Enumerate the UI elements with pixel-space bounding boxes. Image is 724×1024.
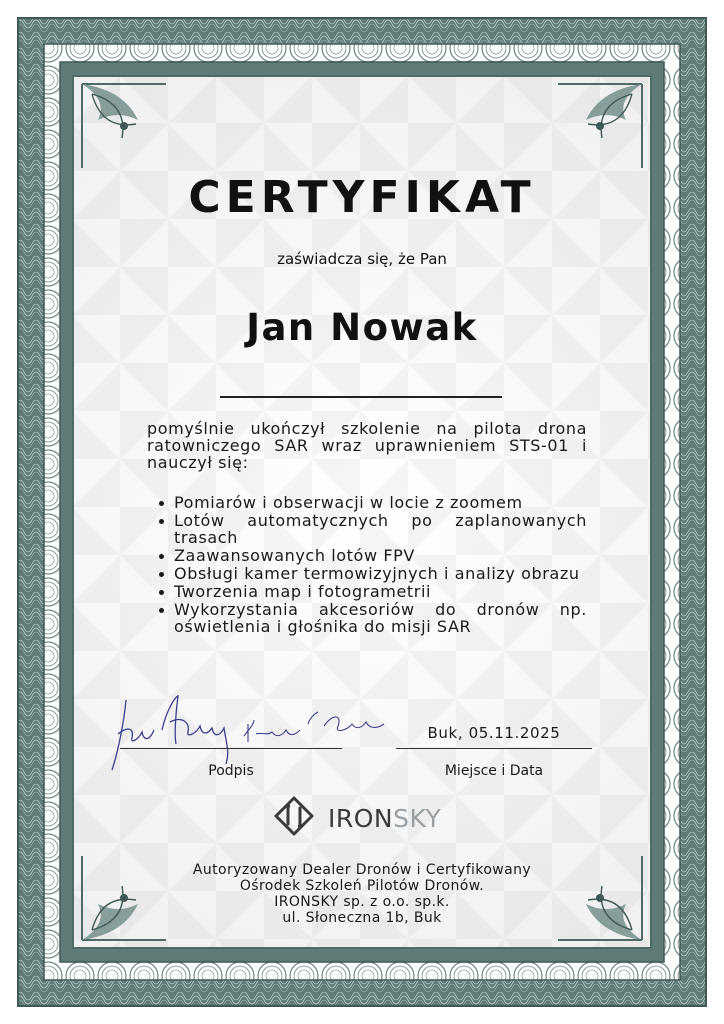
certificate-title: CERTYFIKAT: [188, 172, 536, 223]
footer-line: IRONSKY sp. z o.o. sp.k.: [274, 894, 450, 910]
certificate-intro-text: pomyślnie ukończył szkolenie na pilota drona ratowniczego SAR wraz uprawnieniem STS-01 i nauczył się:: [147, 419, 587, 472]
ironsky-logo-wordmark: [328, 804, 441, 833]
footer-line: ul. Słoneczna 1b, Buk: [282, 910, 442, 926]
skill-item: Wykorzystania akcesoriów do dronów np. oświetlenia i głośnika do misji SAR: [147, 601, 587, 635]
name-underline: [220, 396, 502, 398]
logo-part-sky: SKY: [393, 804, 442, 833]
place-date-value: Buk, 05.11.2025: [427, 724, 561, 742]
recipient-name: Jan Nowak: [246, 306, 478, 349]
signature-line: [120, 748, 342, 749]
signature-label: Podpis: [208, 763, 254, 779]
skill-item: Zaawansowanych lotów FPV: [147, 547, 587, 564]
place-date-label: Miejsce i Data: [444, 763, 544, 779]
corner-ornament-top-left-icon: [78, 80, 170, 172]
skill-item: Pomiarów i obserwacji w locie z zoomem: [147, 494, 587, 511]
skill-item: Tworzenia map i fotogrametrii: [147, 583, 587, 600]
certificate-subtitle: zaświadcza się, że Pan: [277, 250, 447, 268]
logo-part-iron: IRON: [328, 804, 394, 833]
skills-list: [147, 494, 587, 636]
corner-ornament-top-right-icon: [554, 80, 646, 172]
company-footer: [0, 862, 724, 926]
footer-line: Autoryzowany Dealer Dronów i Certyfikowany: [192, 862, 532, 878]
footer-line: Ośrodek Szkoleń Pilotów Dronów.: [239, 878, 485, 894]
skill-item: Obsługi kamer termowizyjnych i analizy obrazu: [147, 565, 587, 582]
skill-item: Lotów automatycznych po zaplanowanych trasach: [147, 512, 587, 546]
place-date-line: [396, 748, 592, 749]
